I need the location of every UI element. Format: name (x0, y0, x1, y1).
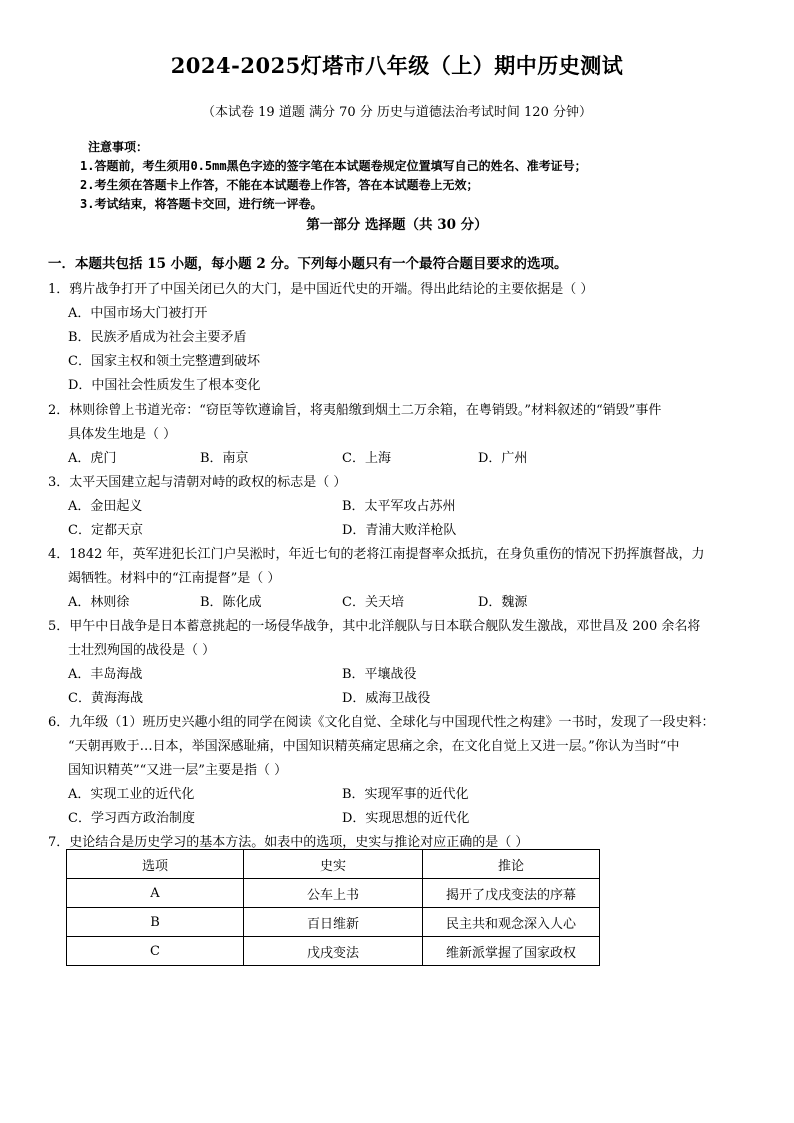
question-1-stem: 1．鸦片战争打开了中国关闭已久的大门，是中国近代史的开端。得出此结论的主要依据是（ ） (48, 282, 594, 297)
question-2-stem: 2．林则徐曾上书道光帝：“窃臣等钦遵谕旨，将夷船缴到烟土二万余箱，在粤销毁。”材料叙述的“销毁”事件 (48, 403, 662, 418)
table-cell: A (67, 879, 244, 908)
question-3-option-b[interactable]: B．太平军攻占苏州 (342, 499, 456, 514)
question-6-stem-cont: 国知识精英”“又进一层”主要是指（ ） (68, 763, 288, 778)
question-5-option-b[interactable]: B．平壤战役 (342, 667, 417, 682)
section-heading: 一．本题共包括 15 小题，每小题 2 分。下列每小题只有一个最符合题目要求的选项。 (48, 256, 568, 272)
question-3-option-a[interactable]: A．金田起义 (68, 499, 143, 514)
question-4-option-b[interactable]: B．陈化成 (200, 595, 262, 610)
table-header-row (67, 850, 600, 879)
question-4-stem-cont: 竭牺牲。材料中的“江南提督”是（ ） (68, 571, 281, 586)
question-5-stem-cont: 士壮烈殉国的战役是（ ） (68, 643, 216, 658)
table-cell: 公车上书 (244, 879, 423, 908)
question-6-stem-cont: “天朝再败于…日本，举国深感耻痛，中国知识精英痛定思痛之余，在文化自觉上又进一层。”你认为当时“中 (68, 739, 680, 754)
table-cell: C (67, 937, 244, 966)
question-4-option-a[interactable]: A．林则徐 (68, 595, 130, 610)
notes-item: 3.考试结束，将答题卡交回，进行统一评卷。 (80, 197, 323, 211)
question-1-option-c[interactable]: C．国家主权和领土完整遭到破坏 (68, 354, 260, 369)
table-header: 推论 (423, 850, 600, 879)
table-cell: 民主共和观念深入人心 (423, 908, 600, 937)
table-row (67, 937, 600, 966)
question-6-option-c[interactable]: C．学习西方政治制度 (68, 811, 195, 826)
question-6-option-b[interactable]: B．实现军事的近代化 (342, 787, 469, 802)
question-3-option-c[interactable]: C．定都天京 (68, 523, 143, 538)
table-cell: 百日维新 (244, 908, 423, 937)
table-row (67, 879, 600, 908)
question-5-stem: 5．甲午中日战争是日本蓄意挑起的一场侵华战争，其中北洋舰队与日本联合舰队发生激战，邓世昌及 200 余名将 (48, 619, 701, 634)
table-cell: 维新派掌握了国家政权 (423, 937, 600, 966)
question-5-option-a[interactable]: A．丰岛海战 (68, 667, 143, 682)
question-7-stem: 7．史论结合是历史学习的基本方法。如表中的选项，史实与推论对应正确的是（ ） (48, 835, 529, 850)
table-header: 史实 (244, 850, 423, 879)
part-title: 第一部分 选择题（共 30 分） (306, 217, 488, 233)
exam-title: 2024-2025灯塔市八年级（上）期中历史测试 (170, 53, 624, 78)
question-2-option-d[interactable]: D．广州 (478, 451, 528, 466)
question-4-stem: 4．1842 年，英军进犯长江门户吴淞时，年近七旬的老将江南提督率众抵抗，在身负重伤的情况下扔挥旗督战，力 (48, 547, 705, 562)
notes-item: 2.考生须在答题卡上作答，不能在本试题卷上作答，答在本试题卷上无效； (80, 178, 479, 192)
question-6-stem: 6．九年级（1）班历史兴趣小组的同学在阅读《文化自觉、全球化与中国现代性之构建》一书时，发现了一段史料： (48, 715, 715, 730)
question-1-option-d[interactable]: D．中国社会性质发生了根本变化 (68, 378, 261, 393)
table-cell: 揭开了戊戌变法的序幕 (423, 879, 600, 908)
exam-subtitle: （本试卷 19 道题 满分 70 分 历史与道德法治考试时间 120 分钟） (202, 105, 592, 120)
question-6-option-d[interactable]: D．实现思想的近代化 (342, 811, 470, 826)
question-4-option-d[interactable]: D．魏源 (478, 595, 528, 610)
question-2-option-b[interactable]: B．南京 (200, 451, 249, 466)
notes-heading: 注意事项： (88, 140, 149, 154)
question-4-option-c[interactable]: C．关天培 (342, 595, 404, 610)
question-1-option-a[interactable]: A．中国市场大门被打开 (68, 306, 208, 321)
question-2-stem-cont: 具体发生地是（ ） (68, 427, 177, 442)
question-5-option-c[interactable]: C．黄海海战 (68, 691, 143, 706)
table-cell: 戊戌变法 (244, 937, 423, 966)
question-2-option-c[interactable]: C．上海 (342, 451, 391, 466)
table-header: 选项 (67, 850, 244, 879)
question-5-option-d[interactable]: D．威海卫战役 (342, 691, 431, 706)
question-2-option-a[interactable]: A．虎门 (68, 451, 117, 466)
table-row (67, 908, 600, 937)
notes-item: 1.答题前，考生须用0.5mm黑色字迹的签字笔在本试题卷规定位置填写自己的姓名、准考证号； (80, 159, 587, 173)
question-7-table (66, 849, 600, 966)
table-cell: B (67, 908, 244, 937)
question-1-option-b[interactable]: B．民族矛盾成为社会主要矛盾 (68, 330, 247, 345)
question-3-stem: 3．太平天国建立起与清朝对峙的政权的标志是（ ） (48, 475, 347, 490)
question-6-option-a[interactable]: A．实现工业的近代化 (68, 787, 195, 802)
question-3-option-d[interactable]: D．青浦大败洋枪队 (342, 523, 457, 538)
notes-block (80, 138, 587, 214)
